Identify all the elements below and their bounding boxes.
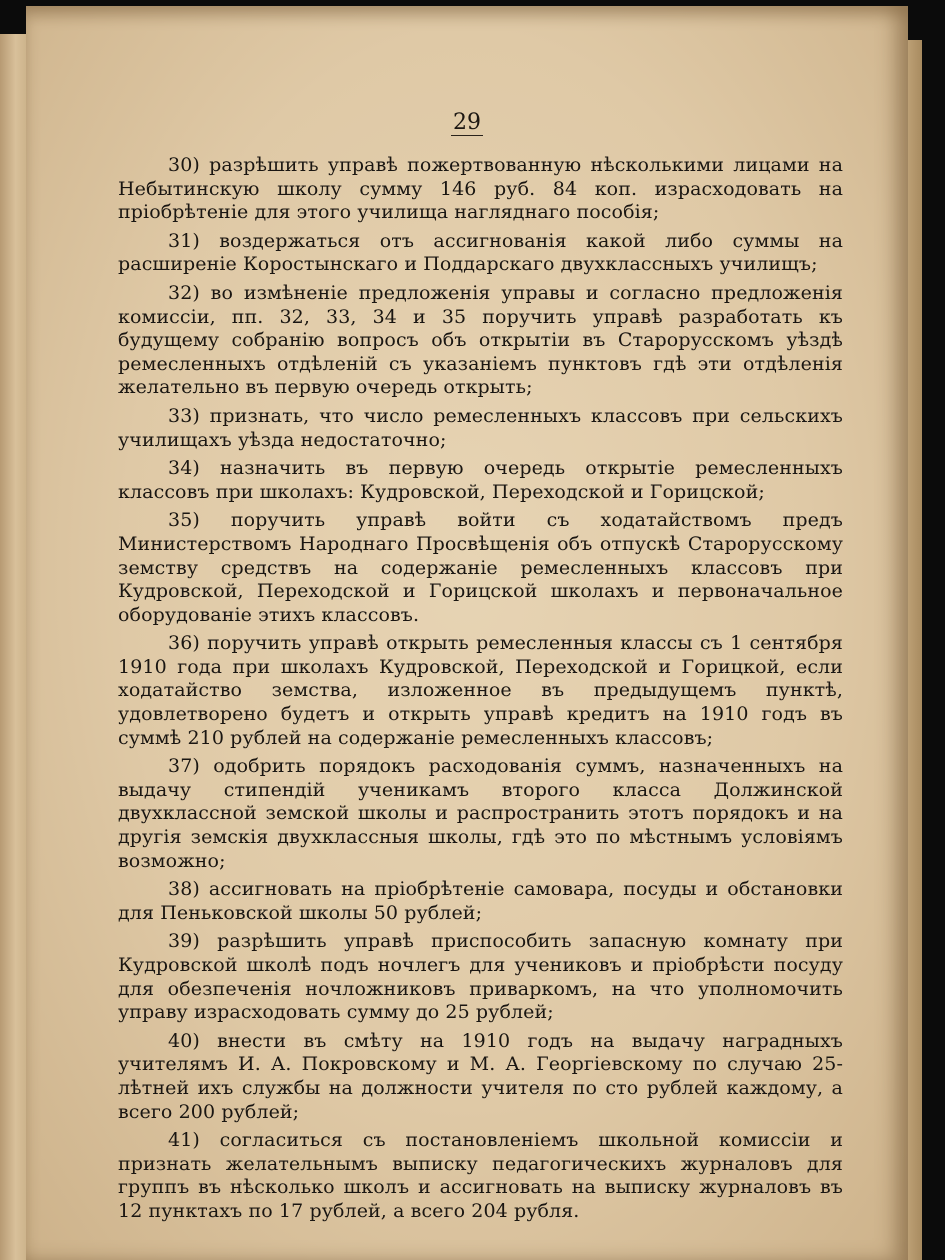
paragraph-41: 41) согласиться съ постановленіемъ школьной комиссіи и признать желательнымъ выписку педагогическихъ журналовъ для группъ въ нѣсколько школъ и ассигновать на выписку журналовъ въ 12 пунктахъ по 17 рублей, а всего 204 рубля.: [118, 1129, 843, 1222]
paragraph-30: 30) разрѣшить управѣ пожертвованную нѣсколькими лицами на Небытинскую школу сумму 146 руб. 84 коп. израсходовать на пріобрѣтеніе для этого училища нагляднаго пособія;: [118, 154, 843, 224]
paragraph-31: 31) воздержаться отъ ассигнованія какой либо суммы на расширеніе Коростынскаго и Поддарскаго двухклассныхъ училищъ;: [118, 229, 843, 276]
previous-page-edge: [0, 34, 26, 1260]
paragraph-38: 38) ассигновать на пріобрѣтеніе самовара, посуды и обстановки для Пеньковской школы 50 рублей;: [118, 878, 843, 924]
paragraph-39: 39) разрѣшить управѣ приспособить запасную комнату при Кудровской школѣ подъ ночлегъ для учениковъ и пріобрѣсти посуду для обезпеченія ночложниковъ приваркомъ, на что уполномочить управу израсходовать сумму до 25 рублей;: [118, 930, 843, 1024]
page-number: [26, 110, 908, 135]
paragraph-34: 34) назначить въ первую очередь открытіе ремесленныхъ классовъ при школахъ: Кудровской, Переходской и Горицской;: [118, 457, 843, 503]
paragraph-32: 32) во измѣненіе предложенія управы и согласно предложенія комиссіи, пп. 32, 33, 34 и 35 поручить управѣ разработать къ будущему собранію вопросъ объ открытіи въ Старорусскомъ уѣздѣ ремесленныхъ отдѣленій съ указаніемъ пунктовъ гдѣ эти отдѣленія желательно въ первую очередь открыть;: [118, 281, 843, 399]
paragraph-40: 40) внести въ смѣту на 1910 годъ на выдачу наградныхъ учителямъ И. А. Покровскому и М. А. Георгіевскому по случаю 25-лѣтней ихъ службы на должности учителя по сто рублей каждому, а всего 200 рублей;: [118, 1029, 843, 1123]
page-number-text: 29: [453, 110, 481, 135]
page-body: [118, 154, 843, 1229]
document-page: [26, 6, 908, 1260]
paragraph-36: 36) поручить управѣ открыть ремесленныя классы съ 1 сентября 1910 года при школахъ Кудровской, Переходской и Горицкой, если ходатайство земства, изложенное въ предыдущемъ пунктѣ, удовлетворено будетъ и открыть управѣ кредитъ на 1910 годъ въ суммѣ 210 рублей на содержаніе ремесленныхъ классовъ;: [118, 632, 843, 749]
paragraph-33: 33) признать, что число ремесленныхъ классовъ при сельскихъ училищахъ уѣзда недостаточно;: [118, 404, 843, 451]
paragraph-35: 35) поручить управѣ войти съ ходатайствомъ предъ Министерствомъ Народнаго Просвѣщенія объ отпускѣ Старорусскому земству средствъ на содержаніе ремесленныхъ классовъ при Кудровской, Переходской и Горицской школахъ и первоначальное оборудованіе этихъ классовъ.: [118, 509, 843, 626]
paragraph-37: 37) одобрить порядокъ расходованія суммъ, назначенныхъ на выдачу стипендій ученикамъ второго класса Должинской двухклассной земской школы и распространить этотъ порядокъ и на другія земскія двухклассныя школы, гдѣ это по мѣстнымъ условіямъ возможно;: [118, 755, 843, 872]
